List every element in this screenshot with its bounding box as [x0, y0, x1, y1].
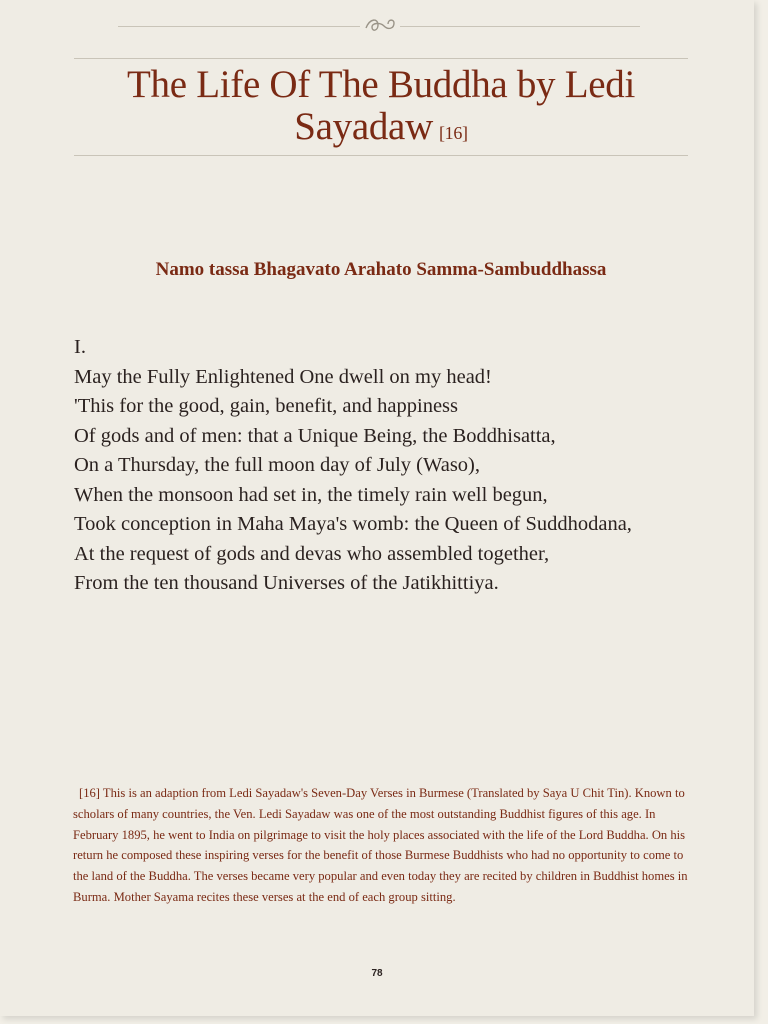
header-rule-left: [118, 26, 360, 27]
poem-line: Of gods and of men: that a Unique Being, the Boddhisatta,: [74, 424, 556, 447]
page-title-text: The Life Of The Buddha by Ledi Sayadaw: [127, 63, 635, 148]
poem-section: [74, 333, 714, 599]
page-number: 78: [371, 968, 383, 979]
footnote-16: [16] This is an adaption from Ledi Sayadaw's Seven-Day Verses in Burmese (Translated by Saya U Chit Tin). Known to scholars of many countries, the Ven. Ledi Sayadaw was one of the most outstanding Buddhist figures of this age. In February 1895, he went to India on pilgrimage to visit the holy places associated with the life of the Lord Buddha. On his return he composed these inspiring verses for the benefit of those Burmese Buddhists who had no opportunity to come to the land of the Buddha. The verses became very popular and even today they are recited by children in Buddhist homes in Burma. Mother Sayama recites these verses at the end of each group sitting.: [73, 786, 688, 904]
poem-line: Took conception in Maha Maya's womb: the Queen of Suddhodana,: [74, 513, 632, 535]
page-title: [74, 64, 688, 154]
poem-line: When the monsoon had set in, the timely rain well begun,: [74, 483, 548, 506]
title-footnote-ref[interactable]: [16]: [438, 123, 468, 143]
title-rule-bottom: [74, 155, 688, 156]
poem-line: From the ten thousand Universes of the Jatikhittiya.: [74, 572, 499, 594]
flourish-ornament-icon: [360, 14, 400, 36]
subtitle-heading: Namo tassa Bhagavato Arahato Samma-Sambuddhassa: [155, 259, 607, 280]
poem-line: May the Fully Enlightened One dwell on my head!: [74, 365, 492, 388]
poem-section-number: I.: [74, 336, 86, 358]
header-rule-right: [400, 26, 640, 27]
title-rule-top: [74, 58, 688, 59]
poem-line: On a Thursday, the full moon day of July (Waso),: [74, 454, 480, 476]
poem-line: At the request of gods and devas who assembled together,: [74, 542, 550, 565]
poem-line: 'This for the good, gain, benefit, and happiness: [74, 395, 458, 417]
